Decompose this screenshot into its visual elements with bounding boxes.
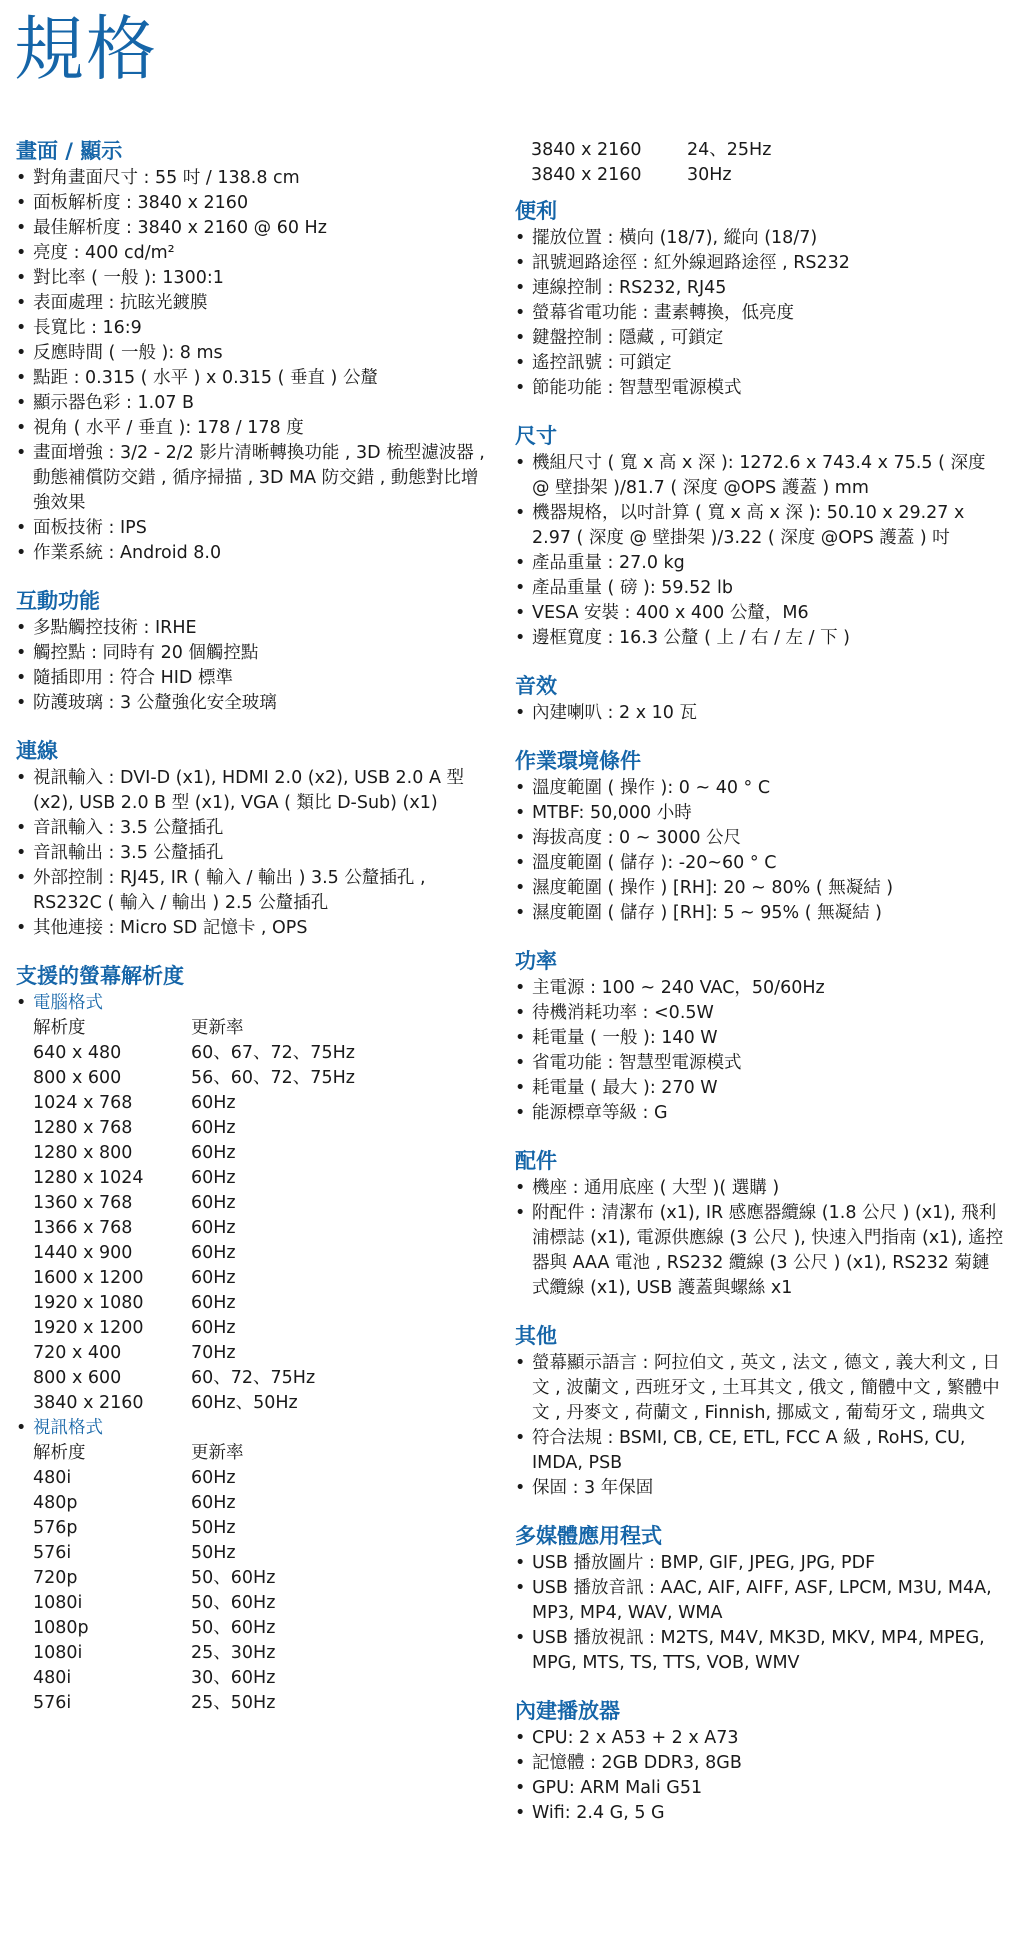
spec-item: • 符合法規 : BSMI, CB, CE, ETL, FCC A 級 , RoHS, CU, IMDA, PSB	[515, 1426, 1005, 1476]
refresh-rate-value: 70Hz	[191, 1343, 236, 1363]
spec-item: • 外部控制 : RJ45, IR ( 輸入 / 輸出 ) 3.5 公釐插孔 , RS232C ( 輸入 / 輸出 ) 2.5 公釐插孔	[16, 866, 491, 916]
spec-item: • 長寬比 : 16:9	[16, 316, 491, 341]
spec-item: • 訊號迴路途徑 : 紅外線迴路途徑 , RS232	[515, 251, 1005, 276]
refresh-rate-value: 60Hz	[191, 1218, 236, 1238]
spec-item: • 螢幕顯示語言 : 阿拉伯文 , 英文 , 法文 , 德文 , 義大利文 , 日文 , 波蘭文 , 西班牙文 , 土耳其文 , 俄文 , 簡體中文 , 繁體中文 , 丹麥文 , 荷蘭文 , Finnish, 挪威文 , 葡萄牙文 , 瑞典文	[515, 1351, 1005, 1426]
right-column	[515, 138, 1005, 1848]
spec-item: • 面板解析度 : 3840 x 2160	[16, 191, 491, 216]
resolution-value: 576p	[33, 1518, 78, 1538]
resolution-value: 1920 x 1200	[33, 1318, 144, 1338]
spec-item: • 對比率 ( 一般 ): 1300:1	[16, 266, 491, 291]
section-heading: 尺寸	[515, 424, 557, 448]
spec-list	[16, 766, 491, 941]
spec-item: • 隨插即用 : 符合 HID 標準	[16, 666, 491, 691]
spec-item: • 作業系統 : Android 8.0	[16, 541, 491, 566]
spec-item: • 面板技術 : IPS	[16, 516, 491, 541]
video-format-label: • 視訊格式	[16, 1416, 491, 1441]
resolution-value: 3840 x 2160	[531, 165, 642, 185]
resolution-value: 3840 x 2160	[33, 1393, 144, 1413]
resolution-value: 1366 x 768	[33, 1218, 133, 1238]
spec-item: • 機組尺寸 ( 寬 x 高 x 深 ): 1272.6 x 743.4 x 75.5 ( 深度 @ 壁掛架 )/81.7 ( 深度 @OPS 護蓋 ) mm	[515, 451, 1005, 501]
spec-section	[515, 673, 1005, 726]
resolution-value: 480p	[33, 1493, 78, 1513]
refresh-rate-value: 50Hz	[191, 1518, 236, 1538]
resolutions-continued	[515, 138, 1005, 188]
refresh-rate-value: 60、72、75Hz	[191, 1368, 316, 1388]
spec-item: • 產品重量 ( 磅 ): 59.52 lb	[515, 576, 1005, 601]
spec-item: • 畫面增強 : 3/2 - 2/2 影片清晰轉換功能 , 3D 梳型濾波器 , 動態補償防交錯 , 循序掃描 , 3D MA 防交錯 , 動態對比增強效果	[16, 441, 491, 516]
refresh-rate-value: 60Hz、50Hz	[191, 1393, 298, 1413]
spec-item: • 記憶體 : 2GB DDR3, 8GB	[515, 1751, 1005, 1776]
spec-list	[515, 976, 1005, 1126]
resolution-table	[515, 138, 1005, 188]
spec-list	[515, 1551, 1005, 1676]
refresh-rate-value: 60Hz	[191, 1318, 236, 1338]
section-heading: 作業環境條件	[515, 749, 641, 773]
resolution-value: 1080i	[33, 1593, 83, 1613]
refresh-rate-value: 50、60Hz	[191, 1618, 276, 1638]
spec-list	[515, 701, 1005, 726]
section-heading: 其他	[515, 1324, 557, 1348]
spec-item: • 附配件 : 清潔布 (x1), IR 感應器纜線 (1.8 公尺 ) (x1), 飛利浦標誌 (x1), 電源供應線 (3 公尺 ), 快速入門指南 (x1), 遙控器與 AAA 電池 , RS232 纜線 (3 公尺 ) (x1), RS232 菊鏈式纜線 (x1), USB 護蓋與螺絲 x1	[515, 1201, 1005, 1301]
refresh-rate-value: 30Hz	[687, 165, 732, 185]
spec-list	[16, 166, 491, 566]
section-heading: 支援的螢幕解析度	[16, 964, 184, 988]
spec-item: • 視角 ( 水平 / 垂直 ): 178 / 178 度	[16, 416, 491, 441]
spec-item: • 能源標章等級 : G	[515, 1101, 1005, 1126]
spec-item: • VESA 安裝 : 400 x 400 公釐，M6	[515, 601, 1005, 626]
spec-section	[16, 588, 491, 716]
column-header-refresh: 更新率	[191, 1018, 244, 1038]
resolution-value: 640 x 480	[33, 1043, 122, 1063]
spec-list	[515, 1726, 1005, 1826]
spec-list	[515, 776, 1005, 926]
spec-item: • 連線控制 : RS232, RJ45	[515, 276, 1005, 301]
refresh-rate-value: 60Hz	[191, 1193, 236, 1213]
spec-item: • 耗電量 ( 一般 ): 140 W	[515, 1026, 1005, 1051]
resolution-value: 800 x 600	[33, 1068, 122, 1088]
spec-item: • 節能功能 : 智慧型電源模式	[515, 376, 1005, 401]
spec-item: • CPU: 2 x A53 + 2 x A73	[515, 1726, 1005, 1751]
refresh-rate-value: 24、25Hz	[687, 140, 772, 160]
spec-item: • 內建喇叭 : 2 x 10 瓦	[515, 701, 1005, 726]
spec-item: • 邊框寬度 : 16.3 公釐 ( 上 / 右 / 左 / 下 )	[515, 626, 1005, 651]
spec-section	[515, 748, 1005, 926]
refresh-rate-value: 60Hz	[191, 1143, 236, 1163]
spec-list	[16, 991, 491, 1016]
column-header-resolution: 解析度	[33, 1018, 86, 1038]
spec-list	[16, 616, 491, 716]
spec-item: • 保固 : 3 年保固	[515, 1476, 1005, 1501]
left-column	[16, 138, 491, 1738]
refresh-rate-value: 30、60Hz	[191, 1668, 276, 1688]
resolution-value: 1360 x 768	[33, 1193, 133, 1213]
spec-item: • 擺放位置 : 橫向 (18/7), 縱向 (18/7)	[515, 226, 1005, 251]
section-heading: 多媒體應用程式	[515, 1524, 662, 1548]
spec-item: • 耗電量 ( 最大 ): 270 W	[515, 1076, 1005, 1101]
resolution-value: 576i	[33, 1693, 72, 1713]
resolution-table	[16, 1441, 491, 1716]
section-heading: 音效	[515, 674, 557, 698]
page-title: 規格	[14, 8, 158, 90]
section-heading: 功率	[515, 949, 557, 973]
refresh-rate-value: 50、60Hz	[191, 1593, 276, 1613]
spec-item: • USB 播放圖片 : BMP, GIF, JPEG, JPG, PDF	[515, 1551, 1005, 1576]
spec-item: • 對角畫面尺寸 : 55 吋 / 138.8 cm	[16, 166, 491, 191]
spec-section	[515, 1698, 1005, 1826]
resolution-value: 1280 x 768	[33, 1118, 133, 1138]
pc-format-label: • 電腦格式	[16, 991, 491, 1016]
spec-item: • 反應時間 ( 一般 ): 8 ms	[16, 341, 491, 366]
spec-list	[515, 1176, 1005, 1301]
resolution-value: 720 x 400	[33, 1343, 122, 1363]
resolutions-section	[16, 963, 491, 1716]
spec-item: • GPU: ARM Mali G51	[515, 1776, 1005, 1801]
spec-list	[16, 1416, 491, 1441]
resolution-value: 1280 x 1024	[33, 1168, 144, 1188]
spec-item: • 遙控訊號 : 可鎖定	[515, 351, 1005, 376]
refresh-rate-value: 60Hz	[191, 1293, 236, 1313]
spec-item: • 待機消耗功率 : <0.5W	[515, 1001, 1005, 1026]
spec-item: • 機座 : 通用底座 ( 大型 )( 選購 )	[515, 1176, 1005, 1201]
refresh-rate-value: 60Hz	[191, 1243, 236, 1263]
spec-section	[515, 423, 1005, 651]
spec-item: • 點距 : 0.315 ( 水平 ) x 0.315 ( 垂直 ) 公釐	[16, 366, 491, 391]
section-heading: 互動功能	[16, 589, 100, 613]
section-heading: 畫面 / 顯示	[16, 139, 123, 163]
spec-section	[16, 138, 491, 566]
spec-item: • 產品重量 : 27.0 kg	[515, 551, 1005, 576]
spec-item: • 溫度範圍 ( 操作 ): 0 ~ 40 ° C	[515, 776, 1005, 801]
spec-section	[515, 198, 1005, 401]
resolution-value: 480i	[33, 1468, 72, 1488]
spec-item: • USB 播放音訊 : AAC, AIF, AIFF, ASF, LPCM, M3U, M4A, MP3, MP4, WAV, WMA	[515, 1576, 1005, 1626]
resolution-value: 480i	[33, 1668, 72, 1688]
refresh-rate-value: 56、60、72、75Hz	[191, 1068, 355, 1088]
refresh-rate-value: 60Hz	[191, 1168, 236, 1188]
resolution-value: 1440 x 900	[33, 1243, 133, 1263]
spec-item: • 多點觸控技術 : IRHE	[16, 616, 491, 641]
spec-item: • 表面處理 : 抗眩光鍍膜	[16, 291, 491, 316]
resolution-value: 1920 x 1080	[33, 1293, 144, 1313]
spec-item: • 視訊輸入 : DVI-D (x1), HDMI 2.0 (x2), USB 2.0 A 型 (x2), USB 2.0 B 型 (x1), VGA ( 類比 D-Sub) (x1)	[16, 766, 491, 816]
spec-item: • 海拔高度 : 0 ~ 3000 公尺	[515, 826, 1005, 851]
refresh-rate-value: 60Hz	[191, 1468, 236, 1488]
section-heading: 連線	[16, 739, 58, 763]
spec-item: • 音訊輸入 : 3.5 公釐插孔	[16, 816, 491, 841]
spec-item: • 其他連接 : Micro SD 記憶卡 , OPS	[16, 916, 491, 941]
spec-item: • 音訊輸出 : 3.5 公釐插孔	[16, 841, 491, 866]
section-heading: 便利	[515, 199, 557, 223]
spec-item: • USB 播放視訊 : M2TS, M4V, MK3D, MKV, MP4, MPEG, MPG, MTS, TS, TTS, VOB, WMV	[515, 1626, 1005, 1676]
refresh-rate-value: 50Hz	[191, 1543, 236, 1563]
resolution-value: 1080i	[33, 1643, 83, 1663]
section-heading: 配件	[515, 1149, 557, 1173]
spec-item: • 省電功能 : 智慧型電源模式	[515, 1051, 1005, 1076]
refresh-rate-value: 60Hz	[191, 1493, 236, 1513]
refresh-rate-value: 50、60Hz	[191, 1568, 276, 1588]
refresh-rate-value: 60Hz	[191, 1093, 236, 1113]
spec-item: • 防護玻璃 : 3 公釐強化安全玻璃	[16, 691, 491, 716]
refresh-rate-value: 60Hz	[191, 1118, 236, 1138]
refresh-rate-value: 60Hz	[191, 1268, 236, 1288]
refresh-rate-value: 60、67、72、75Hz	[191, 1043, 355, 1063]
resolution-value: 1280 x 800	[33, 1143, 133, 1163]
spec-item: • 亮度 : 400 cd/m²	[16, 241, 491, 266]
spec-item: • Wifi: 2.4 G, 5 G	[515, 1801, 1005, 1826]
refresh-rate-value: 25、50Hz	[191, 1693, 276, 1713]
section-heading: 內建播放器	[515, 1699, 620, 1723]
spec-item: • 鍵盤控制 : 隱藏 , 可鎖定	[515, 326, 1005, 351]
spec-list	[515, 226, 1005, 401]
resolution-value: 576i	[33, 1543, 72, 1563]
spec-list	[515, 451, 1005, 651]
spec-item: • 最佳解析度 : 3840 x 2160 @ 60 Hz	[16, 216, 491, 241]
resolution-value: 720p	[33, 1568, 78, 1588]
spec-item: • 機器規格，以吋計算 ( 寬 x 高 x 深 ): 50.10 x 29.27 x 2.97 ( 深度 @ 壁掛架 )/3.22 ( 深度 @OPS 護蓋 ) 吋	[515, 501, 1005, 551]
resolution-value: 1600 x 1200	[33, 1268, 144, 1288]
spec-section	[515, 1148, 1005, 1301]
resolution-table	[16, 1016, 491, 1416]
spec-section	[515, 948, 1005, 1126]
resolution-value: 1024 x 768	[33, 1093, 133, 1113]
spec-item: • 螢幕省電功能 : 畫素轉換，低亮度	[515, 301, 1005, 326]
resolution-value: 3840 x 2160	[531, 140, 642, 160]
resolution-value: 800 x 600	[33, 1368, 122, 1388]
spec-item: • MTBF: 50,000 小時	[515, 801, 1005, 826]
refresh-rate-value: 25、30Hz	[191, 1643, 276, 1663]
spec-item: • 濕度範圍 ( 操作 ) [RH]: 20 ~ 80% ( 無凝結 )	[515, 876, 1005, 901]
spec-list	[515, 1351, 1005, 1501]
spec-item: • 主電源 : 100 ~ 240 VAC，50/60Hz	[515, 976, 1005, 1001]
resolution-value: 1080p	[33, 1618, 89, 1638]
column-header-refresh: 更新率	[191, 1443, 244, 1463]
spec-item: • 觸控點 : 同時有 20 個觸控點	[16, 641, 491, 666]
spec-item: • 濕度範圍 ( 儲存 ) [RH]: 5 ~ 95% ( 無凝結 )	[515, 901, 1005, 926]
column-header-resolution: 解析度	[33, 1443, 86, 1463]
spec-section	[515, 1323, 1005, 1501]
spec-item: • 顯示器色彩 : 1.07 B	[16, 391, 491, 416]
spec-item: • 溫度範圍 ( 儲存 ): -20~60 ° C	[515, 851, 1005, 876]
spec-section	[16, 738, 491, 941]
spec-section	[515, 1523, 1005, 1676]
